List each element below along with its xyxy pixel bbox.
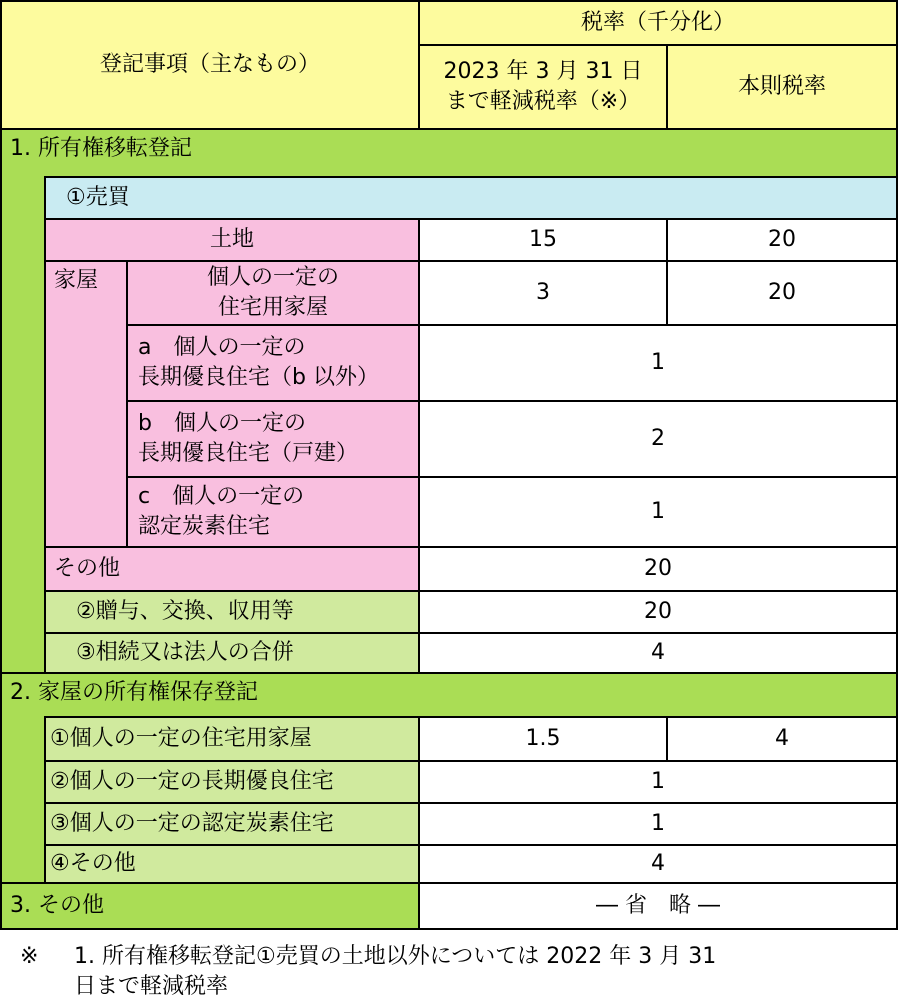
inherit-value: 4 [651, 640, 665, 665]
s2-r4-value-cell [418, 844, 898, 884]
s1-other-label-cell [44, 546, 420, 592]
header-reduced [418, 44, 668, 130]
h-personal-label-cell [126, 260, 420, 326]
h-c-line1: c 個人の一定の [138, 484, 305, 509]
section3-value-cell [418, 882, 898, 930]
h-b-value-cell [418, 400, 898, 478]
h-b-label-cell [126, 400, 420, 478]
h-a-value: 1 [651, 350, 665, 375]
h-personal-standard [666, 260, 898, 326]
h-a-label-cell [126, 324, 420, 402]
h-b-line1: b 個人の一定の [138, 411, 306, 436]
footnote-line2: 日まで軽減税率 [74, 974, 229, 999]
s2-r1-standard-value: 4 [775, 726, 789, 751]
h-c-value-cell [418, 476, 898, 548]
h-b-value: 2 [651, 426, 665, 451]
header-item-label: 登記事項（主なもの） [99, 52, 320, 77]
h-personal-reduced [418, 260, 668, 326]
section3-label-cell [0, 882, 420, 930]
header-rate [418, 0, 898, 46]
s2-r2-label-cell [44, 760, 420, 804]
header-item [0, 0, 420, 130]
s2-r4-label-cell [44, 844, 420, 884]
s2-r3-value-cell [418, 802, 898, 846]
footnote-mark: ※ [20, 944, 39, 969]
h-c-label-cell [126, 476, 420, 548]
gift-value: 20 [644, 599, 672, 624]
h-b-line2: 長期優良住宅（戸建） [138, 441, 359, 466]
gift-label: ②贈与、交換、収用等 [76, 599, 294, 624]
s2-r1-label-cell [44, 716, 420, 762]
s2-r1-reduced [418, 716, 668, 762]
header-reduced-line1: 2023 年 3 月 31 日 [443, 59, 643, 84]
header-standard-label: 本則税率 [737, 74, 826, 99]
h-a-line1: a 個人の一定の [138, 335, 306, 360]
land-standard-value: 20 [768, 227, 796, 252]
h-personal-reduced-value: 3 [536, 280, 550, 305]
inherit-value-cell [418, 632, 898, 674]
section2-title: 2. 家屋の所有権保存登記 [10, 680, 258, 705]
s2-r3-label: ③個人の一定の認定炭素住宅 [50, 811, 334, 836]
land-label-cell [44, 218, 420, 262]
land-reduced [418, 218, 668, 262]
h-personal-standard-value: 20 [768, 280, 796, 305]
section3-title: 3. その他 [10, 893, 104, 918]
s2-r1-reduced-value: 1.5 [525, 726, 561, 751]
footnote-line1: 1. 所有権移転登記①売買の土地以外については 2022 年 3 月 31 [74, 944, 717, 969]
gift-value-cell [418, 590, 898, 634]
land-reduced-value: 15 [529, 227, 557, 252]
h-personal-line2: 住宅用家屋 [217, 295, 328, 320]
s2-r2-label: ②個人の一定の長期優良住宅 [50, 769, 334, 794]
header-reduced-line2: まで軽減税率（※） [445, 89, 641, 114]
h-personal-line1: 個人の一定の [206, 265, 339, 290]
h-c-line2: 認定炭素住宅 [138, 514, 271, 539]
s2-r2-value: 1 [651, 769, 665, 794]
gift-label-cell [44, 590, 420, 634]
s1-other-value-cell [418, 546, 898, 592]
sale-row [44, 176, 898, 220]
house-label: 家屋 [54, 268, 99, 293]
header-standard [666, 44, 898, 130]
s2-r1-label: ①個人の一定の住宅用家屋 [50, 726, 312, 751]
sale-label: ①売買 [66, 185, 130, 210]
s1-other-label: その他 [54, 556, 121, 581]
s2-r1-standard [666, 716, 898, 762]
land-label: 土地 [209, 227, 254, 252]
section1-title: 1. 所有権移転登記 [10, 136, 192, 161]
s2-r3-label-cell [44, 802, 420, 846]
h-a-line2: 長期優良住宅（b 以外） [138, 365, 379, 390]
inherit-label-cell [44, 632, 420, 674]
house-label-cell [44, 260, 128, 548]
s2-r3-value: 1 [651, 811, 665, 836]
header-rate-label: 税率（千分化） [580, 10, 735, 35]
h-c-value: 1 [651, 499, 665, 524]
s1-other-value: 20 [644, 556, 672, 581]
land-standard [666, 218, 898, 262]
s2-r4-label: ④その他 [50, 851, 136, 876]
s2-r2-value-cell [418, 760, 898, 804]
s2-r4-value: 4 [651, 851, 665, 876]
section3-value: ― 省 略 ― [596, 893, 720, 918]
inherit-label: ③相続又は法人の合併 [76, 640, 294, 665]
h-a-value-cell [418, 324, 898, 402]
